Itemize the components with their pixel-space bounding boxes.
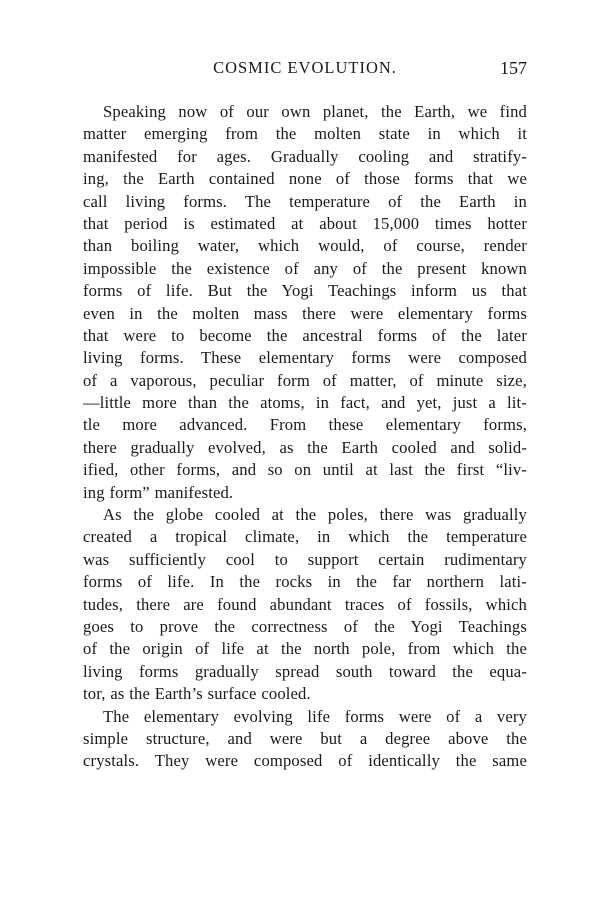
text-line: forms of life. In the rocks in the far northern lati- bbox=[83, 572, 527, 592]
text-line: matter emerging from the molten state in which it bbox=[83, 124, 527, 144]
text-line: living forms gradually spread south toward the equa- bbox=[83, 661, 527, 681]
text-line: simple structure, and were but a degree above the bbox=[83, 728, 527, 748]
text-line: manifested for ages. Gradually cooling and stratify- bbox=[83, 146, 527, 166]
text-line: impossible the existence of any of the present known bbox=[83, 258, 527, 278]
text-line: tle more advanced. From these elementary forms, bbox=[83, 415, 527, 435]
text-line: than boiling water, which would, of course, render bbox=[83, 236, 527, 256]
text-line: call living forms. The temperature of the Earth in bbox=[83, 191, 527, 211]
text-line: created a tropical climate, in which the temperature bbox=[83, 527, 527, 547]
text-line: goes to prove the correctness of the Yogi Teachings bbox=[83, 616, 527, 636]
text-line: that period is estimated at about 15,000 times hotter bbox=[83, 213, 527, 233]
text-line: even in the molten mass there were elementary forms bbox=[83, 303, 527, 323]
paragraph bbox=[83, 706, 527, 773]
page-header bbox=[83, 58, 527, 82]
paragraph bbox=[83, 504, 527, 706]
text-line: ing, the Earth contained none of those forms that we bbox=[83, 169, 527, 189]
text-line: ing form” manifested. bbox=[83, 482, 234, 502]
text-line: tor, as the Earth’s surface cooled. bbox=[83, 684, 311, 704]
text-line: —little more than the atoms, in fact, and yet, just a lit- bbox=[83, 393, 527, 413]
text-line: Speaking now of our own planet, the Earth, we find bbox=[103, 102, 527, 121]
paragraph bbox=[83, 101, 527, 504]
text-line: was sufficiently cool to support certain rudimentary bbox=[83, 549, 527, 569]
page-body bbox=[83, 101, 527, 773]
text-line: ified, other forms, and so on until at last the first “liv- bbox=[83, 460, 527, 480]
text-line: As the globe cooled at the poles, there was gradually bbox=[103, 505, 527, 525]
text-line: The elementary evolving life forms were of a very bbox=[103, 706, 527, 726]
text-line: there gradually evolved, as the Earth cooled and solid- bbox=[83, 437, 527, 457]
text-line: that were to become the ancestral forms of the later bbox=[83, 325, 527, 345]
text-line: crystals. They were composed of identically the same bbox=[83, 751, 527, 771]
page-number: 157 bbox=[500, 58, 527, 78]
text-line: forms of life. But the Yogi Teachings inform us that bbox=[83, 281, 527, 301]
text-line: of the origin of life at the north pole, from which the bbox=[83, 639, 527, 659]
text-line: tudes, there are found abundant traces of fossils, which bbox=[83, 594, 527, 614]
text-line: of a vaporous, peculiar form of matter, of minute size, bbox=[83, 370, 527, 390]
running-title: COSMIC EVOLUTION. bbox=[213, 58, 397, 77]
text-line: living forms. These elementary forms were composed bbox=[83, 348, 527, 368]
